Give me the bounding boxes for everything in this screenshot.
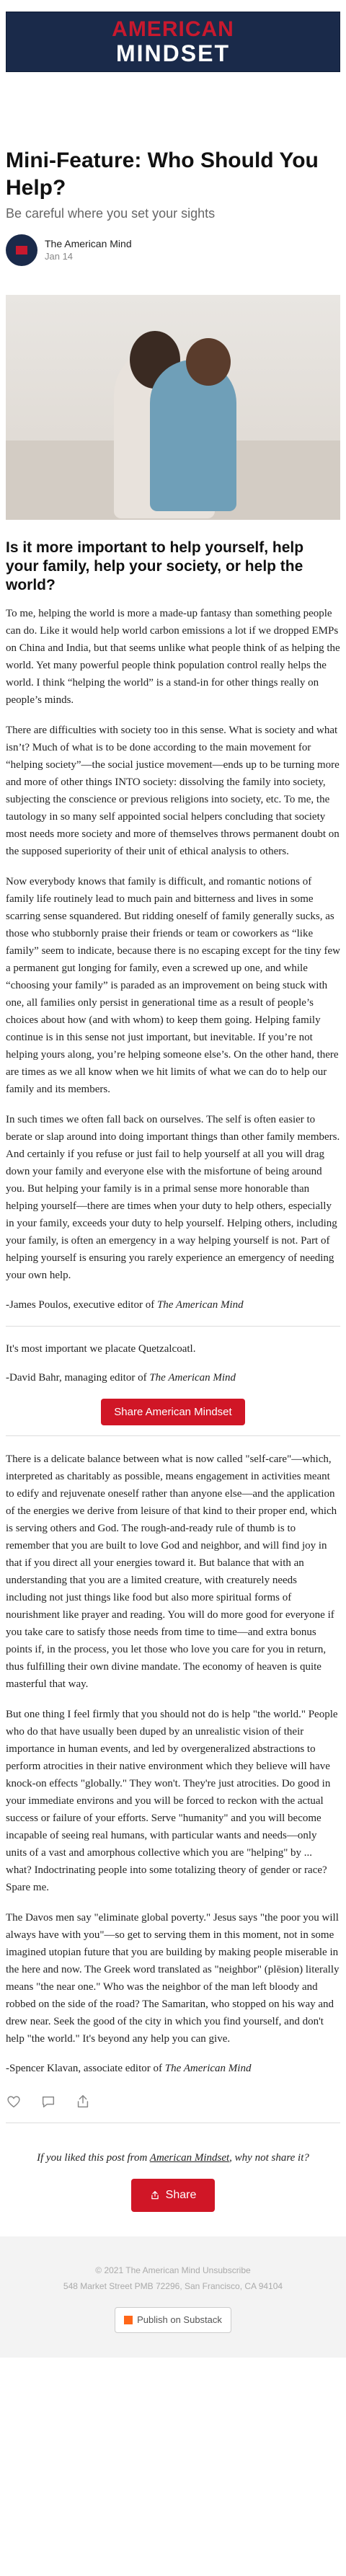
hero-child [150,360,236,511]
post-title[interactable]: Mini-Feature: Who Should You Help? [6,149,319,200]
share-icon [150,2190,160,2200]
share-icon[interactable] [75,2094,91,2110]
post-actions [6,2089,340,2123]
header-banner[interactable] [6,12,340,72]
signature-text: -Spencer Klavan, associate editor of [6,2063,165,2074]
body-paragraph: The Davos men say "eliminate global poverty." Jesus says "the poor you will always have with you"—so get to serving them in this moment, not in some imagined utopian future that you are building by making people miserable in the here and now. The Greek word translated as "neighbor" (plēsion) literally means "the near one." Who was the neighbor of the man left bloody and robbed on the side of the road? The Samaritan, who stopped on his way and drew near. Seek the good of the city in which you find yourself, and don't help "the world." It's beyond any help you can give. [6,1912,340,2045]
publish-on-substack-button[interactable] [115,2307,231,2333]
short-line: It's most important we placate Quetzalcoatl. [6,1343,196,1355]
share-note [6,2152,340,2164]
hero-image [6,295,340,520]
post-date: Jan 14 [45,251,74,262]
body-paragraph: Now everybody knows that family is difficult, and romantic notions of family life routinely lead to much pain and bitterness and lives in some scarring sense squandered. But ridding oneself of family generally sucks, as those who stubbornly praise their friends or team or coworkers as “like family” seem to indicate, because there is no escaping except for the tiny few a permanent gut longing for family, even a screwed up one, and while “choosing your family” is paraded as an improvement on being stuck with one, all families only persist in generational time as a result of people’s choices about how (and with whom) to keep them going. Helping family continue is in this sense not just important, but inevitable. If you’re not helping yours along, you’re helping someone else’s. On the other hand, there are times as we all know when we hit limits of what we can do to help our family and its members. [6,876,340,1095]
signature-klavan [6,2061,340,2076]
body-paragraph: There are difficulties with society too in this sense. What is society and what isn’t? Much of what is to be done according to the main movement for “helping society”—the social justice movement—ends up to be turning more and more of other things INTO society: dissolving the family into society, subjecting the conscience or previous religions into society, etc. To me, the tautology in so many self appointed social helpers concluding that society most needs more society and more of themselves throws permanent doubt on the supposed superiority of their unit of ethical analysis to others. [6,725,340,857]
signature-publication: The American Mind [156,1299,244,1311]
signature-publication: The American Mind [149,1372,236,1384]
avatar-logo-icon [16,246,27,254]
share-note-text: If you liked this post from [37,2152,150,2164]
share-american-mindset-button[interactable]: Share American Mindset [101,1399,244,1425]
author-name[interactable]: The American Mind [45,238,132,249]
byline [6,234,340,266]
substack-logo-icon [124,2316,133,2324]
body-paragraph: To me, helping the world is more a made-up fantasy than something people can do. Like it would help world carbon emissions a lot if we dropped EMPs on China and India, but that seems unlike what people think of as helping the world. Yet many powerful people think population control really helps the world. I think “helping the world” is a stand-in for other things really on people’s minds. [6,608,340,706]
footer-address: 548 Market Street PMB 72296, San Francisco, CA 94104 [63,2281,283,2291]
signature-publication: The American Mind [164,2063,252,2074]
footer-line [0,2262,346,2278]
footer [0,2236,346,2358]
share-button[interactable] [131,2179,216,2212]
divider [6,1326,340,1327]
signature-text: -David Bahr, managing editor of [6,1372,150,1384]
share-wrap [6,2179,340,2212]
banner-line-mindset: MINDSET [116,40,230,66]
body-paragraph: There is a delicate balance between what is now called "self-care"—which, interpreted as charitably as possible, means engagement in activities meant to edify and rejuvenate oneself rather than anyone else—and the application of the energies we derive from leisure of that kind to their proper end, which is serving others and God. The rough-and-ready rule of thumb is to remember that you are built to love God and neighbor, and will find joy in that if you direct all your energies toward it. But balance that with an understanding that you are a limited creature, with creaturely needs including not just things like food but also more spiritual forms of nourishment like prayer and reading. You will do more good for everyone if you take care to satisfy those needs from time to time—and extra bonus points if, in the process, you let those who love you care for you in return, thus fulfilling their own divine mandate. The economy of heaven is quite masterful that way. [6,1453,337,1690]
body-paragraph: But one thing I feel firmly that you should not do is help "the world." People who do that have usually been duped by an unrealistic vision of their importance in human events, and led by overgeneralized abstractions to perform atrocities in their native environment which they believe will have knock-on effects "globally." They won't. They're just atrocities. Do good in your immediate environs and you will be forced to reckon with the actual success or failure of your efforts. Serve "humanity" and you will become incapable of seeing real humans, with particular wants and needs—only units of a vast and amorphous collective which you are "helping" by ... what? Indoctrinating people into some totalizing theory of gender or race? Spare me. [6,1709,338,1893]
publish-label: Publish on Substack [137,2314,222,2325]
share-note-text: , why not share it? [229,2152,309,2164]
byline-text [45,237,132,263]
footer-copyright: © 2021 The American Mind [95,2265,200,2275]
heart-icon[interactable] [6,2094,22,2110]
signature-poulos [6,1297,340,1313]
banner-line-american: AMERICAN [112,17,234,41]
post-subtitle: Be careful where you set your sights [6,206,216,221]
body-paragraph: In such times we often fall back on ourselves. The self is often easier to berate or slap around into doing important things than other family members. And certainly if you refuse or just fail to help yourself at all you will drag down your family and everyone else with the misfortune of being around you. But helping your family is in a primal sense more honorable than helping yourself—there are times when your duty to help others, especially in your family, exceeds your duty to help yourself. Helping others, including your family, is often an emergency in a way helping yourself is not. Part of helping yourself is ensuring you rarely experience an emergency of needing your own help. [6,1114,340,1281]
section-heading: Is it more important to help yourself, help your family, help your society, or help the world? [6,539,304,593]
author-avatar[interactable] [6,234,37,266]
hero-child-head [186,338,231,386]
share-mindset-wrap [6,1399,340,1425]
signature-bahr [6,1370,340,1386]
signature-text: -James Poulos, executive editor of [6,1299,157,1311]
share-note-link[interactable]: American Mindset [149,2152,230,2164]
share-button-label: Share [165,2189,197,2201]
comment-icon[interactable] [40,2094,56,2110]
divider [6,1435,340,1436]
unsubscribe-link[interactable]: Unsubscribe [203,2265,251,2275]
